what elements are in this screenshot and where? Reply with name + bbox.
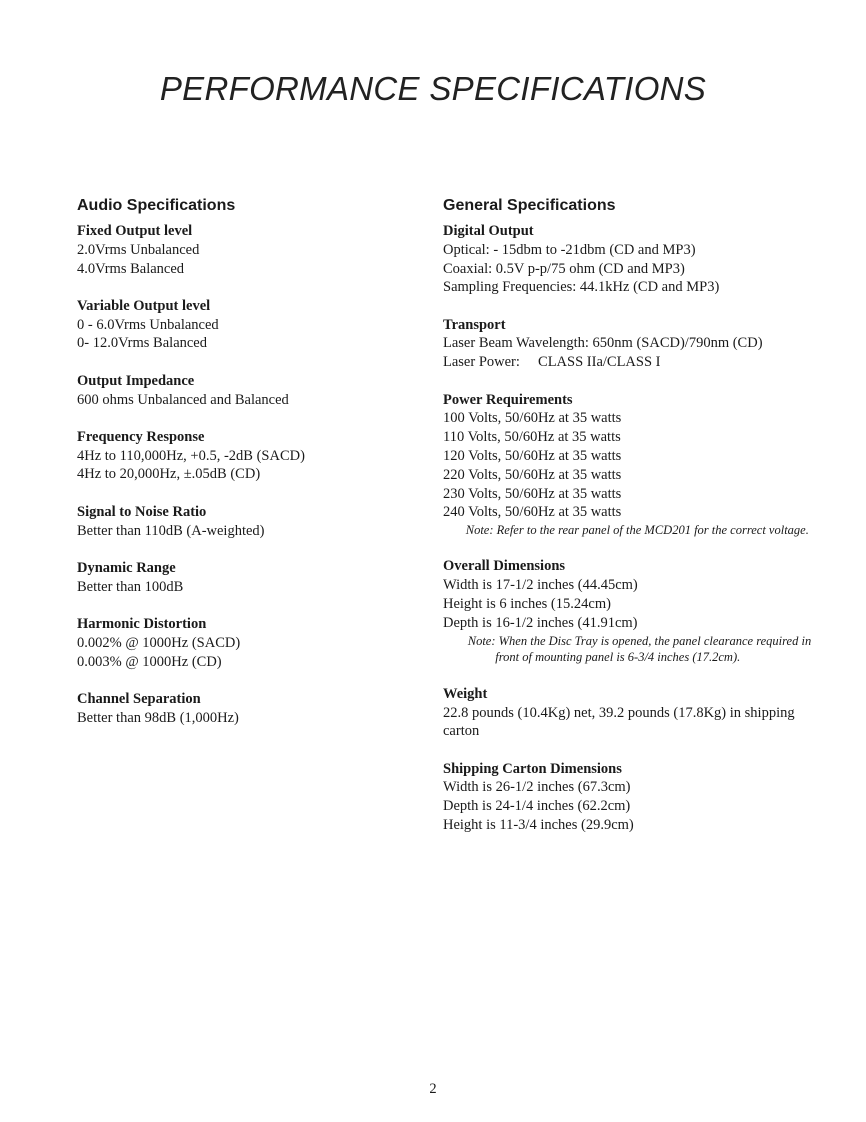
spec-line: 220 Volts, 50/60Hz at 35 watts [443, 466, 622, 483]
spec-title: Frequency Response [77, 428, 205, 445]
spec-line: 4Hz to 20,000Hz, ±.05dB (CD) [77, 466, 261, 483]
audio-specifications-heading: Audio Specifications [77, 197, 236, 214]
page-number: 2 [429, 1081, 437, 1097]
spec-title: Transport [443, 316, 506, 333]
spec-line: Height is 6 inches (15.24cm) [443, 596, 611, 613]
fixed-output-level-group [77, 222, 417, 278]
spec-line: Better than 100dB [77, 578, 184, 595]
spec-line: Height is 11-3/4 inches (29.9cm) [443, 817, 634, 834]
spec-title: Digital Output [443, 223, 534, 239]
spec-line: Better than 110dB (A-weighted) [77, 522, 265, 539]
spec-line: Width is 17-1/2 inches (44.45cm) [443, 577, 638, 594]
spec-title: Shipping Carton Dimensions [443, 760, 622, 777]
signal-to-noise-group [77, 503, 417, 541]
spec-title: Signal to Noise Ratio [77, 503, 207, 520]
page-title: PERFORMANCE SPECIFICATIONS [159, 70, 707, 107]
dimensions-note: Note: When the Disc Tray is opened, the panel clearance required in front of mounting panel is 6-3/4 inches (17.2cm). [467, 633, 812, 665]
spec-line: Laser Power: CLASS IIa/CLASS I [443, 354, 661, 371]
spec-line: 0.002% @ 1000Hz (SACD) [77, 634, 241, 651]
spec-line: Optical: - 15dbm to -21dbm (CD and MP3) [443, 241, 696, 258]
spec-line: Coaxial: 0.5V p-p/75 ohm (CD and MP3) [443, 260, 685, 277]
output-impedance-group [77, 372, 417, 410]
weight-group [443, 685, 823, 741]
spec-line: 22.8 pounds (10.4Kg) net, 39.2 pounds (17.8Kg) in shipping carton [443, 704, 795, 740]
spec-line: 120 Volts, 50/60Hz at 35 watts [443, 447, 622, 464]
spec-line: Better than 98dB (1,000Hz) [77, 709, 239, 726]
spec-line: 100 Volts, 50/60Hz at 35 watts [443, 410, 622, 427]
channel-separation-group [77, 690, 417, 728]
digital-output-group [443, 222, 823, 297]
transport-group [443, 316, 823, 372]
frequency-response-group [77, 428, 417, 484]
spec-line: 0- 12.0Vrms Balanced [77, 335, 207, 352]
spec-line: 110 Volts, 50/60Hz at 35 watts [443, 429, 621, 446]
spec-line: Depth is 16-1/2 inches (41.91cm) [443, 614, 638, 631]
audio-specifications-column [77, 196, 417, 746]
spec-title: Power Requirements [443, 391, 573, 408]
spec-title: Variable Output level [77, 297, 211, 314]
power-note: Note: Refer to the rear panel of the MCD201 for the correct voltage. [465, 523, 809, 538]
spec-title: Weight [443, 685, 488, 702]
spec-title: Overall Dimensions [443, 558, 566, 575]
dynamic-range-group [77, 559, 417, 597]
spec-title: Harmonic Distortion [77, 615, 207, 632]
spec-line: Width is 26-1/2 inches (67.3cm) [443, 779, 631, 796]
variable-output-level-group [77, 297, 417, 353]
spec-line: 0 - 6.0Vrms Unbalanced [77, 316, 219, 333]
spec-title: Output Impedance [77, 372, 195, 389]
spec-line: 0.003% @ 1000Hz (CD) [77, 653, 222, 670]
spec-line: Sampling Frequencies: 44.1kHz (CD and MP3) [443, 279, 720, 296]
spec-line: 2.0Vrms Unbalanced [77, 241, 200, 258]
power-requirements-group [443, 391, 823, 539]
spec-line: 240 Volts, 50/60Hz at 35 watts [443, 504, 622, 521]
shipping-carton-dimensions-group [443, 760, 823, 835]
overall-dimensions-group [443, 557, 823, 666]
spec-title: Fixed Output level [77, 223, 193, 239]
spec-line: 230 Volts, 50/60Hz at 35 watts [443, 485, 622, 502]
spec-line: 4Hz to 110,000Hz, +0.5, -2dB (SACD) [77, 447, 305, 464]
spec-line: Laser Beam Wavelength: 650nm (SACD)/790nm (CD) [443, 335, 763, 352]
general-specifications-column [443, 196, 823, 853]
spec-line: 4.0Vrms Balanced [77, 260, 185, 277]
spec-line: Depth is 24-1/4 inches (62.2cm) [443, 798, 631, 815]
spec-line: 600 ohms Unbalanced and Balanced [77, 391, 289, 408]
general-specifications-heading: General Specifications [443, 197, 616, 214]
spec-title: Dynamic Range [77, 559, 176, 576]
harmonic-distortion-group [77, 615, 417, 671]
spec-title: Channel Separation [77, 690, 201, 707]
